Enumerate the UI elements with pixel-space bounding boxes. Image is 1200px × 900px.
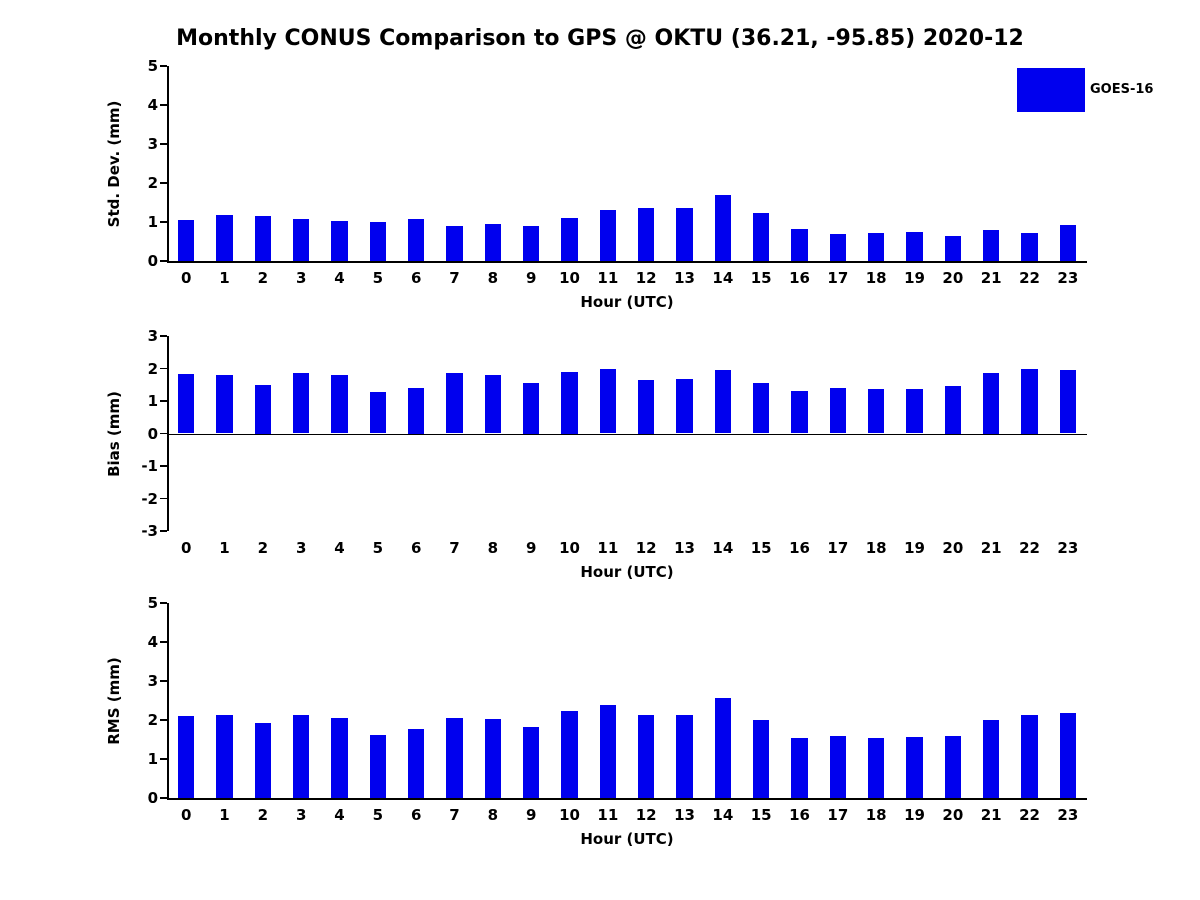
- x-tick-label: 17: [827, 269, 849, 287]
- y-tick-label: 1: [147, 750, 158, 768]
- x-tick-label: 4: [334, 539, 345, 557]
- x-tick-label: 15: [750, 539, 772, 557]
- plot-area-rms: [105, 594, 1087, 848]
- y-tick: [160, 104, 167, 105]
- y-tick-label: 2: [147, 359, 158, 378]
- bar: [638, 208, 654, 261]
- bar: [715, 195, 731, 261]
- y-axis-label: Bias (mm): [105, 390, 123, 477]
- x-tick-label: 14: [712, 806, 734, 824]
- bar: [178, 220, 194, 261]
- x-tick-label: 6: [410, 269, 422, 287]
- x-tick-label: 9: [525, 269, 537, 287]
- x-tick-label: 8: [487, 269, 499, 287]
- x-tick-label: 10: [559, 539, 580, 557]
- x-tick-label: 21: [980, 806, 1002, 824]
- x-tick-label: 12: [635, 269, 657, 287]
- bar: [1060, 713, 1076, 798]
- bar: [1021, 233, 1037, 261]
- x-tick-label: 19: [904, 806, 925, 824]
- page-title: Monthly CONUS Comparison to GPS @ OKTU (36.21, -95.85) 2020-12: [176, 26, 1024, 51]
- y-tick: [160, 719, 167, 720]
- bar: [791, 391, 807, 434]
- y-tick-label: 0: [147, 424, 158, 443]
- plot-area-std-dev: [105, 57, 1087, 311]
- bar: [906, 232, 922, 261]
- bar: [561, 711, 577, 798]
- y-tick-label: 3: [147, 327, 158, 345]
- x-tick-label: 13: [674, 539, 695, 557]
- bar: [255, 385, 271, 434]
- x-tick-label: 0: [180, 806, 192, 824]
- bar: [945, 236, 961, 261]
- bar: [676, 715, 692, 798]
- bar: [523, 383, 539, 433]
- y-tick: [160, 221, 167, 222]
- y-tick: [160, 433, 167, 434]
- bar: [983, 373, 999, 433]
- y-tick-label: -1: [141, 457, 158, 475]
- x-tick-label: 20: [942, 269, 964, 287]
- y-tick: [160, 260, 167, 261]
- bar: [983, 720, 999, 798]
- x-tick-label: 10: [559, 269, 580, 287]
- bar: [830, 234, 846, 261]
- bar: [600, 210, 616, 261]
- x-tick-label: 19: [904, 269, 925, 287]
- y-tick: [160, 530, 167, 531]
- bar: [446, 718, 462, 798]
- x-tick-label: 12: [635, 539, 657, 557]
- chart-panel-rms: [105, 594, 1087, 848]
- y-tick: [160, 641, 167, 642]
- bar: [868, 738, 884, 798]
- x-tick-label: 21: [980, 539, 1002, 557]
- bar: [370, 735, 386, 798]
- x-axis-line: [167, 261, 1087, 263]
- bar: [906, 737, 922, 798]
- bar: [945, 386, 961, 433]
- bar: [753, 213, 769, 261]
- x-tick-label: 7: [449, 539, 460, 557]
- bar: [791, 738, 807, 798]
- y-tick: [160, 65, 167, 66]
- x-tick-label: 11: [597, 539, 619, 557]
- y-tick: [160, 400, 167, 401]
- y-tick: [160, 143, 167, 144]
- y-axis-label: Std. Dev. (mm): [105, 100, 123, 227]
- bar: [523, 226, 539, 261]
- x-tick-label: 9: [525, 806, 537, 824]
- x-tick-label: 4: [334, 806, 345, 824]
- x-tick-label: 0: [180, 269, 192, 287]
- bar: [216, 215, 232, 261]
- x-tick-label: 2: [257, 806, 269, 824]
- x-axis-line: [167, 798, 1087, 800]
- bar: [408, 729, 424, 798]
- x-tick-label: 22: [1019, 806, 1040, 824]
- y-tick-label: 5: [147, 594, 158, 612]
- x-tick-label: 18: [865, 806, 887, 824]
- bar: [600, 705, 616, 798]
- x-tick-label: 3: [295, 269, 307, 287]
- bar: [753, 720, 769, 798]
- bar: [791, 229, 807, 261]
- x-tick-label: 18: [865, 539, 887, 557]
- bar: [906, 389, 922, 433]
- bar: [485, 224, 501, 261]
- x-tick-label: 23: [1057, 806, 1079, 824]
- y-tick-label: 3: [147, 135, 158, 153]
- x-tick-label: 23: [1057, 539, 1079, 557]
- bar: [676, 208, 692, 261]
- y-tick-label: -2: [141, 489, 158, 508]
- y-tick: [160, 797, 167, 798]
- x-tick-label: 22: [1019, 539, 1040, 557]
- bar: [255, 216, 271, 261]
- x-tick-label: 2: [257, 539, 269, 557]
- y-axis-label: RMS (mm): [105, 656, 123, 745]
- x-tick-label: 3: [295, 539, 307, 557]
- bar: [178, 716, 194, 798]
- x-tick-label: 7: [449, 269, 460, 287]
- x-tick-label: 11: [597, 269, 619, 287]
- x-tick-label: 5: [372, 269, 384, 287]
- x-tick-label: 1: [219, 269, 230, 287]
- x-tick-label: 18: [865, 269, 887, 287]
- y-tick-label: 2: [147, 174, 158, 192]
- bar: [1060, 370, 1076, 434]
- bar: [485, 719, 501, 798]
- x-tick-label: 13: [674, 806, 695, 824]
- x-tick-label: 16: [789, 539, 810, 557]
- y-axis-line: [167, 66, 169, 261]
- y-tick-label: 1: [147, 213, 158, 231]
- y-tick: [160, 368, 167, 369]
- bar: [1060, 225, 1076, 261]
- y-tick-label: 4: [147, 96, 158, 114]
- bar: [868, 389, 884, 434]
- x-tick-label: 23: [1057, 269, 1079, 287]
- bar: [561, 218, 577, 261]
- x-tick-label: 9: [525, 539, 537, 557]
- chart-panel-std-dev: [105, 57, 1087, 311]
- y-tick-label: -3: [141, 522, 158, 540]
- bar: [331, 718, 347, 798]
- y-tick-label: 1: [147, 392, 158, 410]
- y-tick: [160, 680, 167, 681]
- y-tick: [160, 758, 167, 759]
- bar: [945, 736, 961, 798]
- bar: [408, 219, 424, 261]
- x-tick-label: 15: [750, 806, 772, 824]
- y-tick: [160, 182, 167, 183]
- bar: [676, 379, 692, 433]
- x-tick-label: 19: [904, 539, 925, 557]
- x-tick-label: 0: [180, 539, 192, 557]
- bar: [753, 383, 769, 434]
- x-tick-label: 16: [789, 806, 810, 824]
- x-tick-label: 8: [487, 806, 499, 824]
- y-axis-line: [167, 603, 169, 798]
- chart-panel-bias: [105, 327, 1087, 581]
- x-tick-label: 6: [410, 539, 422, 557]
- bar: [216, 375, 232, 433]
- x-tick-label: 12: [635, 806, 657, 824]
- y-tick: [160, 602, 167, 603]
- bar: [293, 715, 309, 798]
- x-tick-label: 3: [295, 806, 307, 824]
- x-tick-label: 20: [942, 539, 964, 557]
- x-tick-label: 14: [712, 539, 734, 557]
- x-tick-label: 20: [942, 806, 964, 824]
- y-tick: [160, 498, 167, 499]
- bar: [638, 715, 654, 798]
- y-tick-label: 0: [147, 789, 158, 807]
- bar: [561, 372, 577, 434]
- bar: [331, 375, 347, 433]
- x-tick-label: 16: [789, 269, 810, 287]
- bar: [446, 226, 462, 261]
- x-tick-label: 6: [410, 806, 422, 824]
- bar: [868, 233, 884, 261]
- x-tick-label: 1: [219, 806, 230, 824]
- bar: [1021, 369, 1037, 434]
- y-tick-label: 2: [147, 711, 158, 729]
- bar: [830, 388, 846, 434]
- bar: [485, 375, 501, 433]
- y-tick-label: 3: [147, 672, 158, 690]
- x-axis-line: [167, 434, 1087, 436]
- bar: [830, 736, 846, 798]
- x-tick-label: 17: [827, 806, 849, 824]
- bar: [178, 374, 194, 433]
- x-tick-label: 21: [980, 269, 1002, 287]
- plot-area-bias: [105, 327, 1087, 581]
- x-tick-label: 2: [257, 269, 269, 287]
- x-tick-label: 5: [372, 539, 384, 557]
- y-tick: [160, 335, 167, 336]
- y-tick-label: 4: [147, 633, 158, 651]
- x-tick-label: 5: [372, 806, 384, 824]
- x-tick-label: 7: [449, 806, 460, 824]
- bar: [408, 388, 424, 434]
- x-tick-label: 8: [487, 539, 499, 557]
- x-tick-label: 14: [712, 269, 734, 287]
- bar: [600, 369, 616, 433]
- bar: [216, 715, 232, 798]
- x-tick-label: 13: [674, 269, 695, 287]
- bar: [293, 219, 309, 261]
- x-tick-label: 22: [1019, 269, 1040, 287]
- bar: [715, 370, 731, 433]
- bar: [293, 373, 309, 433]
- bar: [638, 380, 654, 434]
- x-axis-label: Hour (UTC): [580, 830, 674, 848]
- x-tick-label: 15: [750, 269, 772, 287]
- x-axis-label: Hour (UTC): [580, 563, 674, 581]
- x-tick-label: 1: [219, 539, 230, 557]
- bar: [255, 723, 271, 798]
- bar: [1021, 715, 1037, 798]
- bar: [983, 230, 999, 261]
- y-tick-label: 5: [147, 57, 158, 75]
- x-tick-label: 4: [334, 269, 345, 287]
- x-tick-label: 10: [559, 806, 580, 824]
- bar: [523, 727, 539, 798]
- bar: [715, 698, 731, 798]
- y-tick: [160, 465, 167, 466]
- x-tick-label: 11: [597, 806, 619, 824]
- legend-label: GOES-16: [1090, 82, 1154, 97]
- bar: [446, 373, 462, 433]
- x-axis-label: Hour (UTC): [580, 293, 674, 311]
- bar: [331, 221, 347, 261]
- bar: [370, 392, 386, 434]
- x-tick-label: 17: [827, 539, 849, 557]
- y-tick-label: 0: [147, 252, 158, 270]
- legend-swatch: [1017, 68, 1085, 112]
- bar: [370, 222, 386, 261]
